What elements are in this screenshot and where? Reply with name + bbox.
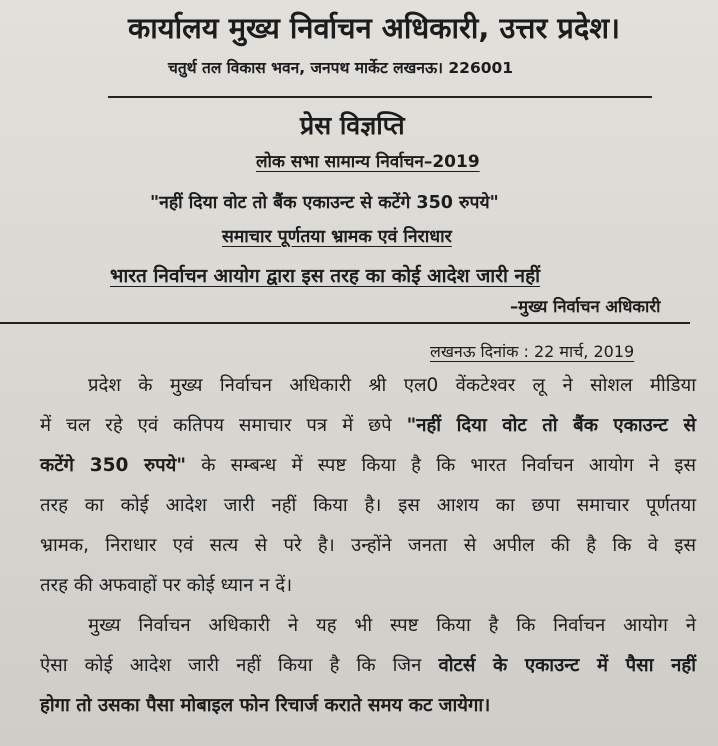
paragraph-2-text: ऐसा कोई आदेश जारी नहीं किया है कि जिन <box>40 655 422 676</box>
paragraph-1-line-6 <box>40 572 696 597</box>
paragraph-1-quote: कटेंगे 350 रुपये" <box>40 455 187 476</box>
paragraph-1-line-1 <box>88 372 696 397</box>
paragraph-2-text: मुख्य निर्वाचन अधिकारी ने यह भी स्पष्ट किया है कि निर्वाचन आयोग ने <box>88 615 696 636</box>
paragraph-1-text: भ्रामक, निराधार एवं सत्य से परे है। उन्होंने जनता से अपील की है कि वे इस <box>40 535 696 556</box>
signoff-divider <box>0 322 690 324</box>
office-title: कार्यालय मुख्य निर्वाचन अधिकारी, उत्तर प्रदेश। <box>128 11 621 45</box>
paragraph-2-line-3 <box>40 692 696 717</box>
paragraph-2-emphasis: वोटर्स के एकाउन्ट में पैसा नहीं <box>438 655 696 676</box>
paragraph-2-line-1 <box>88 612 696 637</box>
paragraph-1-text: तरह की अफवाहों पर कोई ध्यान न दें। <box>40 575 293 596</box>
paragraph-2-emphasis: होगा तो उसका पैसा मोबाइल फोन रिचार्ज कराते समय कट जायेगा। <box>40 695 491 716</box>
dateline: लखनऊ दिनांक : 22 मार्च, 2019 <box>430 342 635 361</box>
commission-notice: भारत निर्वाचन आयोग द्वारा इस तरह का कोई आदेश जारी नहीं <box>110 265 541 287</box>
election-title: लोक सभा सामान्य निर्वाचन–2019 <box>256 152 480 172</box>
misleading-subheadline: समाचार पूर्णतया भ्रामक एवं निराधार <box>222 227 452 247</box>
letterhead-divider <box>108 96 652 98</box>
paragraph-1-line-4 <box>40 492 696 517</box>
paragraph-1-line-2 <box>40 412 696 437</box>
press-release-heading: प्रेस विज्ञप्ति <box>300 111 405 140</box>
paragraph-1-text: में चल रहे एवं कतिपय समाचार पत्र में छपे <box>40 415 392 436</box>
paragraph-1-quote: "नहीं दिया वोट तो बैंक एकाउन्ट से <box>406 415 696 436</box>
paragraph-1-line-3 <box>40 452 696 477</box>
rumor-headline: "नहीं दिया वोट तो बैंक एकाउन्ट से कटेंगे 350 रुपये" <box>150 193 499 213</box>
paragraph-1-text: प्रदेश के मुख्य निर्वाचन अधिकारी श्री एल0 वेंकटेश्वर लू ने सोशल मीडिया <box>88 375 696 396</box>
paragraph-1-text: के सम्बन्ध में स्पष्ट किया है कि भारत निर्वाचन आयोग ने इस <box>201 455 696 476</box>
paragraph-2-line-2 <box>40 652 696 677</box>
paragraph-1-line-5 <box>40 532 696 557</box>
office-address: चतुर्थ तल विकास भवन, जनपथ मार्केट लखनऊ। 226001 <box>168 59 514 77</box>
signoff: –मुख्य निर्वाचन अधिकारी <box>510 297 661 316</box>
paragraph-1-text: तरह का कोई आदेश जारी नहीं किया है। इस आशय का छपा समाचार पूर्णतया <box>40 495 696 516</box>
